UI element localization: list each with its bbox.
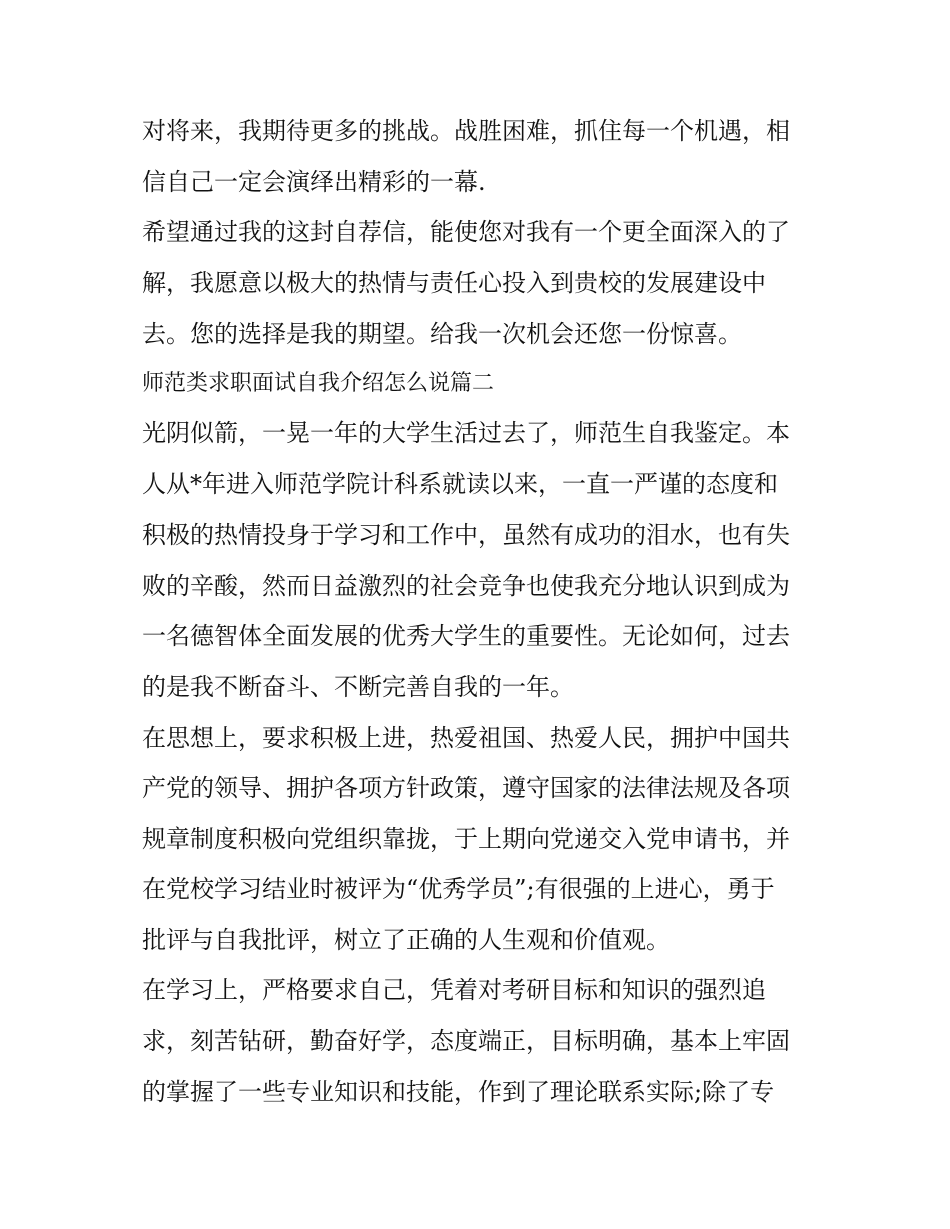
text-line: 希望通过我的这封自荐信，能使您对我有一个更全面深入的了 [142,218,790,246]
text-line: 在思想上，要求积极上进，热爱祖国、热爱人民，拥护中国共 [142,724,790,752]
text-line: 败的辛酸，然而日益激烈的社会竞争也使我充分地认识到成为 [142,572,790,600]
text-line: 的是我不断奋斗、不断完善自我的一年。 [142,673,574,701]
section-heading: 师范类求职面试自我介绍怎么说篇二 [142,371,495,396]
text-line: 解，我愿意以极大的热情与责任心投入到贵校的发展建设中 [142,269,766,297]
text-line: 在党校学习结业时被评为“优秀学员”;有很强的上进心，勇于 [142,875,775,903]
text-line: 对将来，我期待更多的挑战。战胜困难，抓住每一个机遇，相 [142,117,790,145]
text-line: 批评与自我批评，树立了正确的人生观和价值观。 [142,926,670,954]
text-line: 信自己一定会演绎出精彩的一幕. [142,168,486,196]
text-line: 积极的热情投身于学习和工作中，虽然有成功的泪水，也有失 [142,521,790,549]
text-line: 去。您的选择是我的期望。给我一次机会还您一份惊喜。 [142,320,742,348]
text-line: 人从*年进入师范学院计科系就读以来，一直一严谨的态度和 [142,470,778,498]
text-line: 在学习上，严格要求自己，凭着对考研目标和知识的强烈追 [142,976,766,1004]
text-line: 求，刻苦钻研，勤奋好学，态度端正，目标明确，基本上牢固 [142,1027,790,1055]
text-line: 产党的领导、拥护各项方针政策，遵守国家的法律法规及各项 [142,774,790,802]
text-line: 光阴似箭，一晃一年的大学生活过去了，师范生自我鉴定。本 [142,419,790,447]
text-line: 一名德智体全面发展的优秀大学生的重要性。无论如何，过去 [142,622,790,650]
text-line: 的掌握了一些专业知识和技能，作到了理论联系实际;除了专 [142,1078,775,1106]
text-line: 规章制度积极向党组织靠拢，于上期向党递交入党申请书，并 [142,825,790,853]
